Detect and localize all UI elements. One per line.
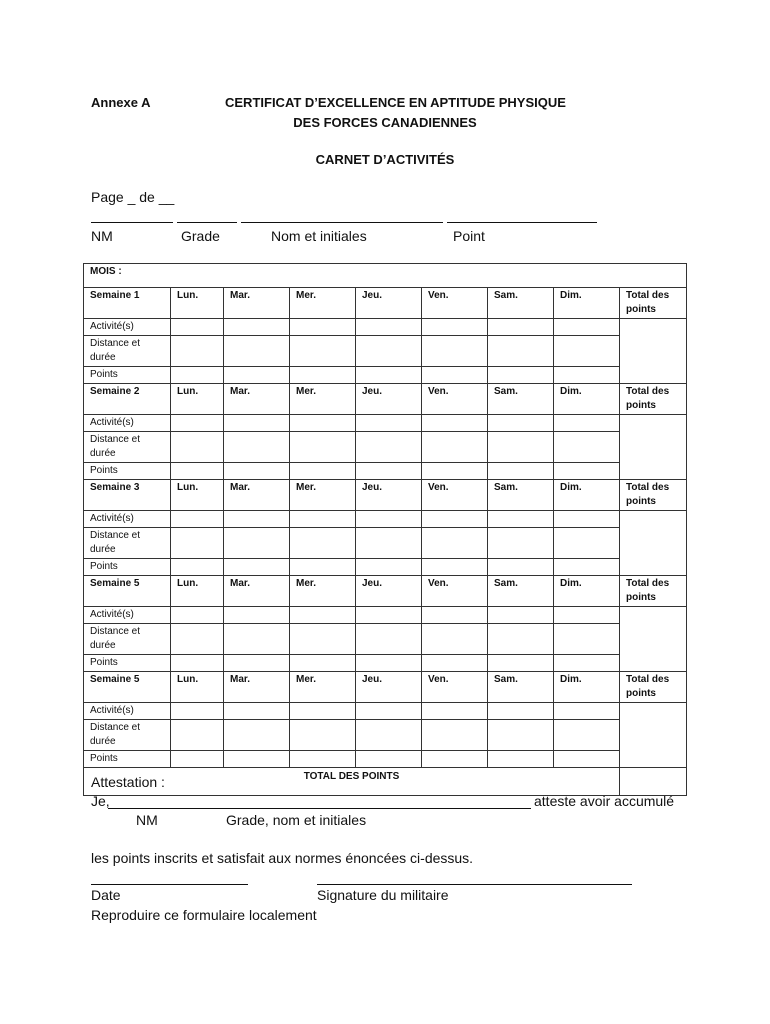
total-points-header: Total des points <box>620 672 687 703</box>
grand-total-row <box>84 768 687 796</box>
entry-row <box>84 624 687 655</box>
total-points-header: Total des points <box>620 384 687 415</box>
row-label: Activité(s) <box>84 607 171 624</box>
row-label: Distance et durée <box>84 336 171 367</box>
entry-cell[interactable] <box>422 511 488 528</box>
entry-cell[interactable] <box>290 720 356 751</box>
week-total-cell[interactable] <box>620 607 687 672</box>
week-header-row <box>84 384 687 415</box>
entry-cell[interactable] <box>554 415 620 432</box>
entry-cell[interactable] <box>554 655 620 672</box>
day-header: Dim. <box>554 288 620 319</box>
day-header: Mar. <box>224 576 290 607</box>
week-header-row <box>84 288 687 319</box>
attestation-nm-label: NM <box>136 812 158 828</box>
attestation-heading: Attestation : <box>91 774 165 790</box>
week-label: Semaine 2 <box>84 384 171 415</box>
date-line[interactable] <box>91 884 248 885</box>
entry-cell[interactable] <box>488 751 554 768</box>
day-header: Ven. <box>422 576 488 607</box>
entry-cell[interactable] <box>422 607 488 624</box>
day-header: Jeu. <box>356 576 422 607</box>
entry-cell[interactable] <box>422 559 488 576</box>
total-points-header: Total des points <box>620 480 687 511</box>
entry-cell[interactable] <box>171 703 224 720</box>
entry-cell[interactable] <box>488 655 554 672</box>
week-label: Semaine 5 <box>84 672 171 703</box>
entry-cell[interactable] <box>356 703 422 720</box>
entry-cell[interactable] <box>356 432 422 463</box>
entry-cell[interactable] <box>422 415 488 432</box>
week-label: Semaine 3 <box>84 480 171 511</box>
day-header: Lun. <box>171 288 224 319</box>
day-header: Sam. <box>488 288 554 319</box>
entry-cell[interactable] <box>224 751 290 768</box>
attestation-statement: les points inscrits et satisfait aux normes énoncées ci-dessus. <box>91 850 474 866</box>
entry-cell[interactable] <box>488 511 554 528</box>
entry-cell[interactable] <box>554 751 620 768</box>
activity-log-table <box>83 263 687 796</box>
entry-row <box>84 559 687 576</box>
entry-cell[interactable] <box>171 432 224 463</box>
entry-cell[interactable] <box>290 319 356 336</box>
row-label: Points <box>84 463 171 480</box>
annex-label: Annexe A <box>91 95 151 110</box>
day-header: Sam. <box>488 480 554 511</box>
entry-cell[interactable] <box>488 528 554 559</box>
point-label: Point <box>453 228 485 244</box>
row-label: Distance et durée <box>84 720 171 751</box>
day-header: Mar. <box>224 384 290 415</box>
entry-cell[interactable] <box>224 432 290 463</box>
entry-cell[interactable] <box>290 367 356 384</box>
page-counter: Page _ de __ <box>91 189 175 205</box>
entry-row <box>84 528 687 559</box>
nm-label: NM <box>91 228 113 244</box>
entry-cell[interactable] <box>488 319 554 336</box>
entry-row <box>84 367 687 384</box>
entry-cell[interactable] <box>422 703 488 720</box>
day-header: Lun. <box>171 384 224 415</box>
entry-cell[interactable] <box>171 336 224 367</box>
date-label: Date <box>91 887 121 903</box>
month-label: MOIS : <box>90 266 122 277</box>
day-header: Jeu. <box>356 288 422 319</box>
entry-cell[interactable] <box>488 607 554 624</box>
week-total-cell[interactable] <box>620 703 687 768</box>
entry-cell[interactable] <box>554 367 620 384</box>
entry-cell[interactable] <box>171 367 224 384</box>
entry-cell[interactable] <box>171 559 224 576</box>
entry-cell[interactable] <box>422 751 488 768</box>
entry-cell[interactable] <box>224 624 290 655</box>
entry-cell[interactable] <box>290 703 356 720</box>
entry-cell[interactable] <box>290 624 356 655</box>
entry-cell[interactable] <box>171 319 224 336</box>
day-header: Dim. <box>554 384 620 415</box>
entry-cell[interactable] <box>171 607 224 624</box>
entry-cell[interactable] <box>171 624 224 655</box>
entry-cell[interactable] <box>290 607 356 624</box>
grand-total-label: TOTAL DES POINTS <box>84 768 620 796</box>
grade-label: Grade <box>181 228 220 244</box>
entry-cell[interactable] <box>224 415 290 432</box>
day-header: Mar. <box>224 672 290 703</box>
week-header-row <box>84 576 687 607</box>
entry-cell[interactable] <box>224 607 290 624</box>
day-header: Mar. <box>224 288 290 319</box>
point-field-line[interactable] <box>447 222 597 223</box>
day-header: Mar. <box>224 480 290 511</box>
entry-cell[interactable] <box>171 415 224 432</box>
entry-cell[interactable] <box>554 432 620 463</box>
entry-row <box>84 720 687 751</box>
day-header: Sam. <box>488 384 554 415</box>
week-label: Semaine 5 <box>84 576 171 607</box>
entry-cell[interactable] <box>224 720 290 751</box>
entry-row <box>84 511 687 528</box>
week-header-row <box>84 672 687 703</box>
total-points-header: Total des points <box>620 288 687 319</box>
attestation-je: Je, <box>91 793 110 809</box>
entry-cell[interactable] <box>290 559 356 576</box>
footer-note: Reproduire ce formulaire localement <box>91 907 317 923</box>
entry-cell[interactable] <box>356 463 422 480</box>
entry-cell[interactable] <box>224 703 290 720</box>
name-label: Nom et initiales <box>271 228 367 244</box>
row-label: Activité(s) <box>84 703 171 720</box>
signature-line[interactable] <box>317 884 632 885</box>
entry-cell[interactable] <box>356 528 422 559</box>
entry-cell[interactable] <box>224 319 290 336</box>
entry-cell[interactable] <box>554 607 620 624</box>
row-label: Activité(s) <box>84 511 171 528</box>
entry-cell[interactable] <box>488 559 554 576</box>
name-field-line[interactable] <box>241 222 443 223</box>
entry-cell[interactable] <box>488 463 554 480</box>
nm-field-line[interactable] <box>91 222 173 223</box>
attestation-atteste: atteste avoir accumulé <box>534 793 675 809</box>
day-header: Jeu. <box>356 672 422 703</box>
entry-cell[interactable] <box>290 511 356 528</box>
entry-cell[interactable] <box>488 720 554 751</box>
entry-cell[interactable] <box>290 751 356 768</box>
row-label: Points <box>84 751 171 768</box>
entry-cell[interactable] <box>356 336 422 367</box>
entry-cell[interactable] <box>356 607 422 624</box>
entry-cell[interactable] <box>422 367 488 384</box>
month-cell[interactable] <box>84 264 687 288</box>
grade-field-line[interactable] <box>177 222 237 223</box>
day-header: Ven. <box>422 672 488 703</box>
entry-cell[interactable] <box>290 463 356 480</box>
entry-cell[interactable] <box>488 336 554 367</box>
day-header: Mer. <box>290 384 356 415</box>
entry-cell[interactable] <box>422 319 488 336</box>
entry-row <box>84 607 687 624</box>
day-header: Sam. <box>488 672 554 703</box>
entry-row <box>84 655 687 672</box>
row-label: Distance et durée <box>84 432 171 463</box>
day-header: Mer. <box>290 288 356 319</box>
row-label: Activité(s) <box>84 319 171 336</box>
attestation-grade-label: Grade, nom et initiales <box>226 812 367 828</box>
form-title-line2: DES FORCES CANADIENNES <box>293 115 477 130</box>
entry-cell[interactable] <box>422 720 488 751</box>
entry-cell[interactable] <box>488 415 554 432</box>
entry-cell[interactable] <box>356 319 422 336</box>
row-label: Activité(s) <box>84 415 171 432</box>
grand-total-cell[interactable] <box>620 768 687 796</box>
entry-cell[interactable] <box>422 463 488 480</box>
signature-label: Signature du militaire <box>317 887 449 903</box>
day-header: Mer. <box>290 576 356 607</box>
entry-cell[interactable] <box>224 655 290 672</box>
entry-cell[interactable] <box>554 559 620 576</box>
row-label: Distance et durée <box>84 528 171 559</box>
entry-cell[interactable] <box>290 528 356 559</box>
day-header: Jeu. <box>356 480 422 511</box>
attestation-name-line[interactable] <box>108 808 531 809</box>
entry-cell[interactable] <box>422 336 488 367</box>
entry-cell[interactable] <box>224 463 290 480</box>
entry-cell[interactable] <box>171 720 224 751</box>
entry-cell[interactable] <box>171 751 224 768</box>
entry-cell[interactable] <box>554 511 620 528</box>
entry-cell[interactable] <box>554 463 620 480</box>
day-header: Mer. <box>290 672 356 703</box>
entry-cell[interactable] <box>488 367 554 384</box>
entry-cell[interactable] <box>554 624 620 655</box>
entry-row <box>84 319 687 336</box>
form-subtitle: CARNET D’ACTIVITÉS <box>315 152 455 167</box>
entry-cell[interactable] <box>290 432 356 463</box>
entry-cell[interactable] <box>171 528 224 559</box>
entry-cell[interactable] <box>224 336 290 367</box>
entry-cell[interactable] <box>224 511 290 528</box>
entry-cell[interactable] <box>554 336 620 367</box>
week-total-cell[interactable] <box>620 415 687 480</box>
entry-row <box>84 463 687 480</box>
entry-cell[interactable] <box>356 367 422 384</box>
form-title-line1: CERTIFICAT D’EXCELLENCE EN APTITUDE PHYSIQUE <box>225 95 566 110</box>
entry-cell[interactable] <box>422 432 488 463</box>
total-points-header: Total des points <box>620 576 687 607</box>
day-header: Mer. <box>290 480 356 511</box>
entry-cell[interactable] <box>171 511 224 528</box>
entry-cell[interactable] <box>356 624 422 655</box>
entry-cell[interactable] <box>290 655 356 672</box>
entry-cell[interactable] <box>290 336 356 367</box>
entry-cell[interactable] <box>171 463 224 480</box>
entry-row <box>84 415 687 432</box>
entry-cell[interactable] <box>488 624 554 655</box>
entry-cell[interactable] <box>422 624 488 655</box>
entry-cell[interactable] <box>356 559 422 576</box>
entry-row <box>84 432 687 463</box>
entry-row <box>84 751 687 768</box>
day-header: Ven. <box>422 480 488 511</box>
day-header: Lun. <box>171 576 224 607</box>
entry-cell[interactable] <box>488 703 554 720</box>
entry-cell[interactable] <box>422 528 488 559</box>
row-label: Points <box>84 559 171 576</box>
day-header: Sam. <box>488 576 554 607</box>
day-header: Ven. <box>422 384 488 415</box>
entry-cell[interactable] <box>554 319 620 336</box>
week-label: Semaine 1 <box>84 288 171 319</box>
entry-cell[interactable] <box>356 415 422 432</box>
entry-cell[interactable] <box>171 655 224 672</box>
entry-cell[interactable] <box>554 528 620 559</box>
day-header: Lun. <box>171 480 224 511</box>
row-label: Points <box>84 655 171 672</box>
row-label: Distance et durée <box>84 624 171 655</box>
entry-cell[interactable] <box>224 559 290 576</box>
entry-cell[interactable] <box>224 528 290 559</box>
entry-cell[interactable] <box>554 703 620 720</box>
entry-cell[interactable] <box>356 511 422 528</box>
week-total-cell[interactable] <box>620 319 687 384</box>
entry-cell[interactable] <box>356 655 422 672</box>
day-header: Lun. <box>171 672 224 703</box>
day-header: Ven. <box>422 288 488 319</box>
entry-row <box>84 336 687 367</box>
entry-row <box>84 703 687 720</box>
day-header: Dim. <box>554 576 620 607</box>
week-total-cell[interactable] <box>620 511 687 576</box>
entry-cell[interactable] <box>356 720 422 751</box>
day-header: Dim. <box>554 480 620 511</box>
entry-cell[interactable] <box>356 751 422 768</box>
entry-cell[interactable] <box>290 415 356 432</box>
entry-cell[interactable] <box>488 432 554 463</box>
entry-cell[interactable] <box>554 720 620 751</box>
entry-cell[interactable] <box>422 655 488 672</box>
day-header: Dim. <box>554 672 620 703</box>
row-label: Points <box>84 367 171 384</box>
entry-cell[interactable] <box>224 367 290 384</box>
week-header-row <box>84 480 687 511</box>
day-header: Jeu. <box>356 384 422 415</box>
